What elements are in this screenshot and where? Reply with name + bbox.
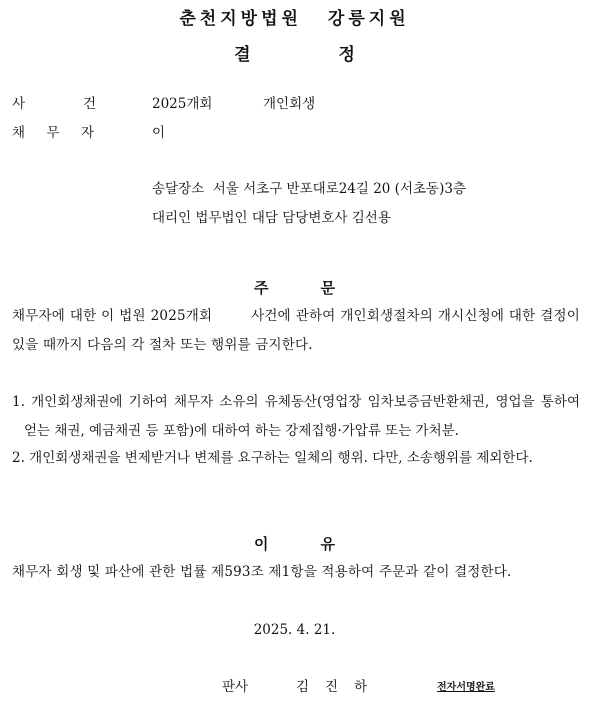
- case-type: 개인회생: [263, 96, 316, 112]
- decision-title: [0, 40, 589, 65]
- decision-title-char: 정: [338, 45, 355, 65]
- debtor-label: 채 무 자: [12, 125, 94, 141]
- case-number: 2025개회: [152, 96, 213, 112]
- reason-text: 채무자 회생 및 파산에 관한 법률 제593조 제1항을 적용하여 주문과 같이 결정한다.: [12, 564, 512, 580]
- delivery-address: 송달장소 서울 서초구 반포대로24길 20 (서초동)3층: [152, 181, 466, 197]
- reason-heading: 이 유: [254, 535, 335, 553]
- judge-title: 판사: [222, 679, 249, 695]
- court-name-branch: 강릉지원: [327, 9, 410, 29]
- court-name: [0, 4, 589, 29]
- e-signature-stamp: 전자서명완료: [437, 682, 495, 693]
- decision-date: 2025. 4. 21.: [253, 622, 336, 638]
- order-item: 1. 개인회생채권에 기하여 채무자 소유의 유체동산(영업장 임차보증금반환채권, 영업을 통하여 얻는 채권, 예금채권 등 포함)에 대하여 하는 강제집행·가압류 또는 가처분.: [12, 394, 580, 439]
- court-name-main: 춘천지방법원: [179, 9, 302, 29]
- debtor-name: 이: [152, 125, 166, 141]
- decision-title-char: 결: [234, 45, 251, 65]
- order-item: 2. 개인회생채권을 변제받거나 변제를 요구하는 일체의 행위. 다만, 소송행위를 제외한다.: [12, 450, 533, 466]
- judge-name: 김 진 하: [296, 679, 368, 695]
- case-label: 사 건: [12, 96, 96, 112]
- representative: 대리인 법무법인 대담 담당변호사 김선용: [152, 210, 391, 226]
- order-text: 채무자에 대한 이 법원 2025개회 사건에 관하여 개인회생절차의 개시신청에 대한 결정이 있을 때까지 다음의 각 절차 또는 행위를 금지한다.: [12, 308, 585, 353]
- order-heading: 주 문: [254, 279, 335, 297]
